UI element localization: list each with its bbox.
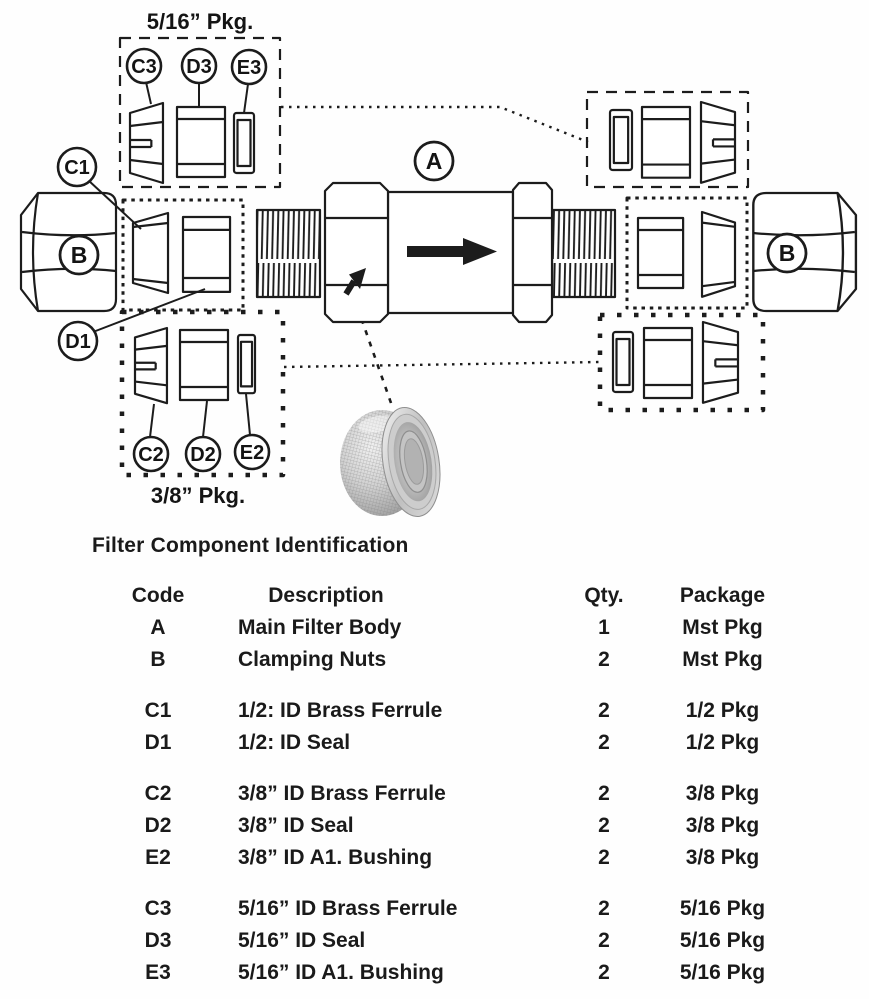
ferrule-5-16-right <box>701 102 735 183</box>
cell-package: 5/16 Pkg <box>679 961 766 984</box>
table-row <box>0 897 869 929</box>
column-header-code: Code <box>131 584 185 607</box>
cell-description: Clamping Nuts <box>238 648 387 671</box>
cell-description: 5/16” ID A1. Bushing <box>238 961 444 984</box>
label-b-left: B <box>70 242 88 268</box>
cell-package: 3/8 Pkg <box>685 846 760 869</box>
column-header-qty: Qty. <box>584 584 624 607</box>
cell-qty: 2 <box>598 929 610 952</box>
table-row <box>0 782 869 814</box>
package-label-5-16: 5/16” Pkg. <box>146 9 254 34</box>
label-b-right: B <box>778 240 796 266</box>
cell-code: C2 <box>144 782 172 805</box>
seal-3-8-left <box>180 330 228 400</box>
cell-description: 5/16” ID Brass Ferrule <box>238 897 458 920</box>
cell-description: 1/2: ID Brass Ferrule <box>238 699 443 722</box>
cell-code: E2 <box>145 846 171 869</box>
mesh-screen-photo <box>340 403 447 520</box>
table-header <box>0 584 869 616</box>
label-a: A <box>425 148 443 174</box>
cell-qty: 2 <box>598 731 610 754</box>
cell-description: 3/8” ID Seal <box>238 814 354 837</box>
cell-qty: 2 <box>598 648 610 671</box>
ferrule-3-8-left <box>135 328 167 403</box>
component-table-body <box>0 616 869 999</box>
label-c1: C1 <box>64 157 90 179</box>
table-row <box>0 846 869 878</box>
cell-qty: 1 <box>598 616 610 639</box>
ferrule-5-16-left <box>130 103 163 183</box>
label-c3: C3 <box>131 56 157 78</box>
cell-package: 1/2 Pkg <box>685 699 760 722</box>
label-d2: D2 <box>190 444 216 466</box>
bushing-3-8-left <box>238 335 255 393</box>
table-group <box>0 616 869 680</box>
cell-description: Main Filter Body <box>238 616 402 639</box>
table-title: Filter Component Identification <box>92 534 409 557</box>
cell-package: 1/2 Pkg <box>685 731 760 754</box>
table-row <box>0 699 869 731</box>
main-filter-body <box>257 183 615 322</box>
ferrule-1-2-left <box>133 213 168 293</box>
seal-5-16-right <box>642 107 690 178</box>
cell-description: 5/16” ID Seal <box>238 929 366 952</box>
inlet-threads-left <box>257 210 320 297</box>
leader-dotted-bottom <box>284 362 599 367</box>
outlet-threads-right <box>552 210 615 297</box>
seal-3-8-right <box>644 328 692 398</box>
seal-1-2-right <box>638 218 683 288</box>
seal-5-16-left <box>177 107 225 177</box>
cell-code: D3 <box>144 929 172 952</box>
cell-description: 3/8” ID A1. Bushing <box>238 846 433 869</box>
table-row <box>0 961 869 993</box>
label-c2: C2 <box>138 444 164 466</box>
cell-package: 5/16 Pkg <box>679 897 766 920</box>
column-header-package: Package <box>679 584 766 607</box>
table-group <box>0 782 869 878</box>
table-row <box>0 814 869 846</box>
table-row <box>0 616 869 648</box>
cell-qty: 2 <box>598 782 610 805</box>
bushing-5-16-left <box>234 113 254 173</box>
cell-qty: 2 <box>598 846 610 869</box>
table-group <box>0 699 869 763</box>
leader-dotted-top <box>281 107 588 142</box>
table-row <box>0 648 869 680</box>
cell-qty: 2 <box>598 961 610 984</box>
ferrule-1-2-right <box>702 212 735 297</box>
ferrule-3-8-right <box>703 322 738 403</box>
cell-qty: 2 <box>598 897 610 920</box>
cell-qty: 2 <box>598 814 610 837</box>
cell-code: A <box>150 616 166 639</box>
cell-package: Mst Pkg <box>682 616 763 639</box>
cell-qty: 2 <box>598 699 610 722</box>
cell-code: D1 <box>144 731 172 754</box>
label-e2: E2 <box>239 442 265 464</box>
cell-code: E3 <box>145 961 171 984</box>
table-group <box>0 897 869 993</box>
cell-description: 1/2: ID Seal <box>238 731 351 754</box>
seal-1-2-left <box>183 217 230 292</box>
cell-package: Mst Pkg <box>682 648 763 671</box>
column-header-description: Description <box>268 584 384 607</box>
cell-code: B <box>150 648 166 671</box>
cell-description: 3/8” ID Brass Ferrule <box>238 782 446 805</box>
label-d3: D3 <box>186 56 212 78</box>
body-hex-right <box>513 183 552 322</box>
bushing-3-8-right <box>613 332 633 392</box>
body-hex-left <box>325 183 388 322</box>
cell-package: 3/8 Pkg <box>685 782 760 805</box>
cell-code: C1 <box>144 699 172 722</box>
label-e3: E3 <box>236 57 262 79</box>
bushing-5-16-right <box>610 110 632 170</box>
table-row <box>0 929 869 961</box>
cell-code: C3 <box>144 897 172 920</box>
label-d1: D1 <box>65 331 91 353</box>
cell-package: 5/16 Pkg <box>679 929 766 952</box>
cell-code: D2 <box>144 814 172 837</box>
package-label-3-8: 3/8” Pkg. <box>150 483 246 508</box>
cell-package: 3/8 Pkg <box>685 814 760 837</box>
table-row <box>0 731 869 763</box>
